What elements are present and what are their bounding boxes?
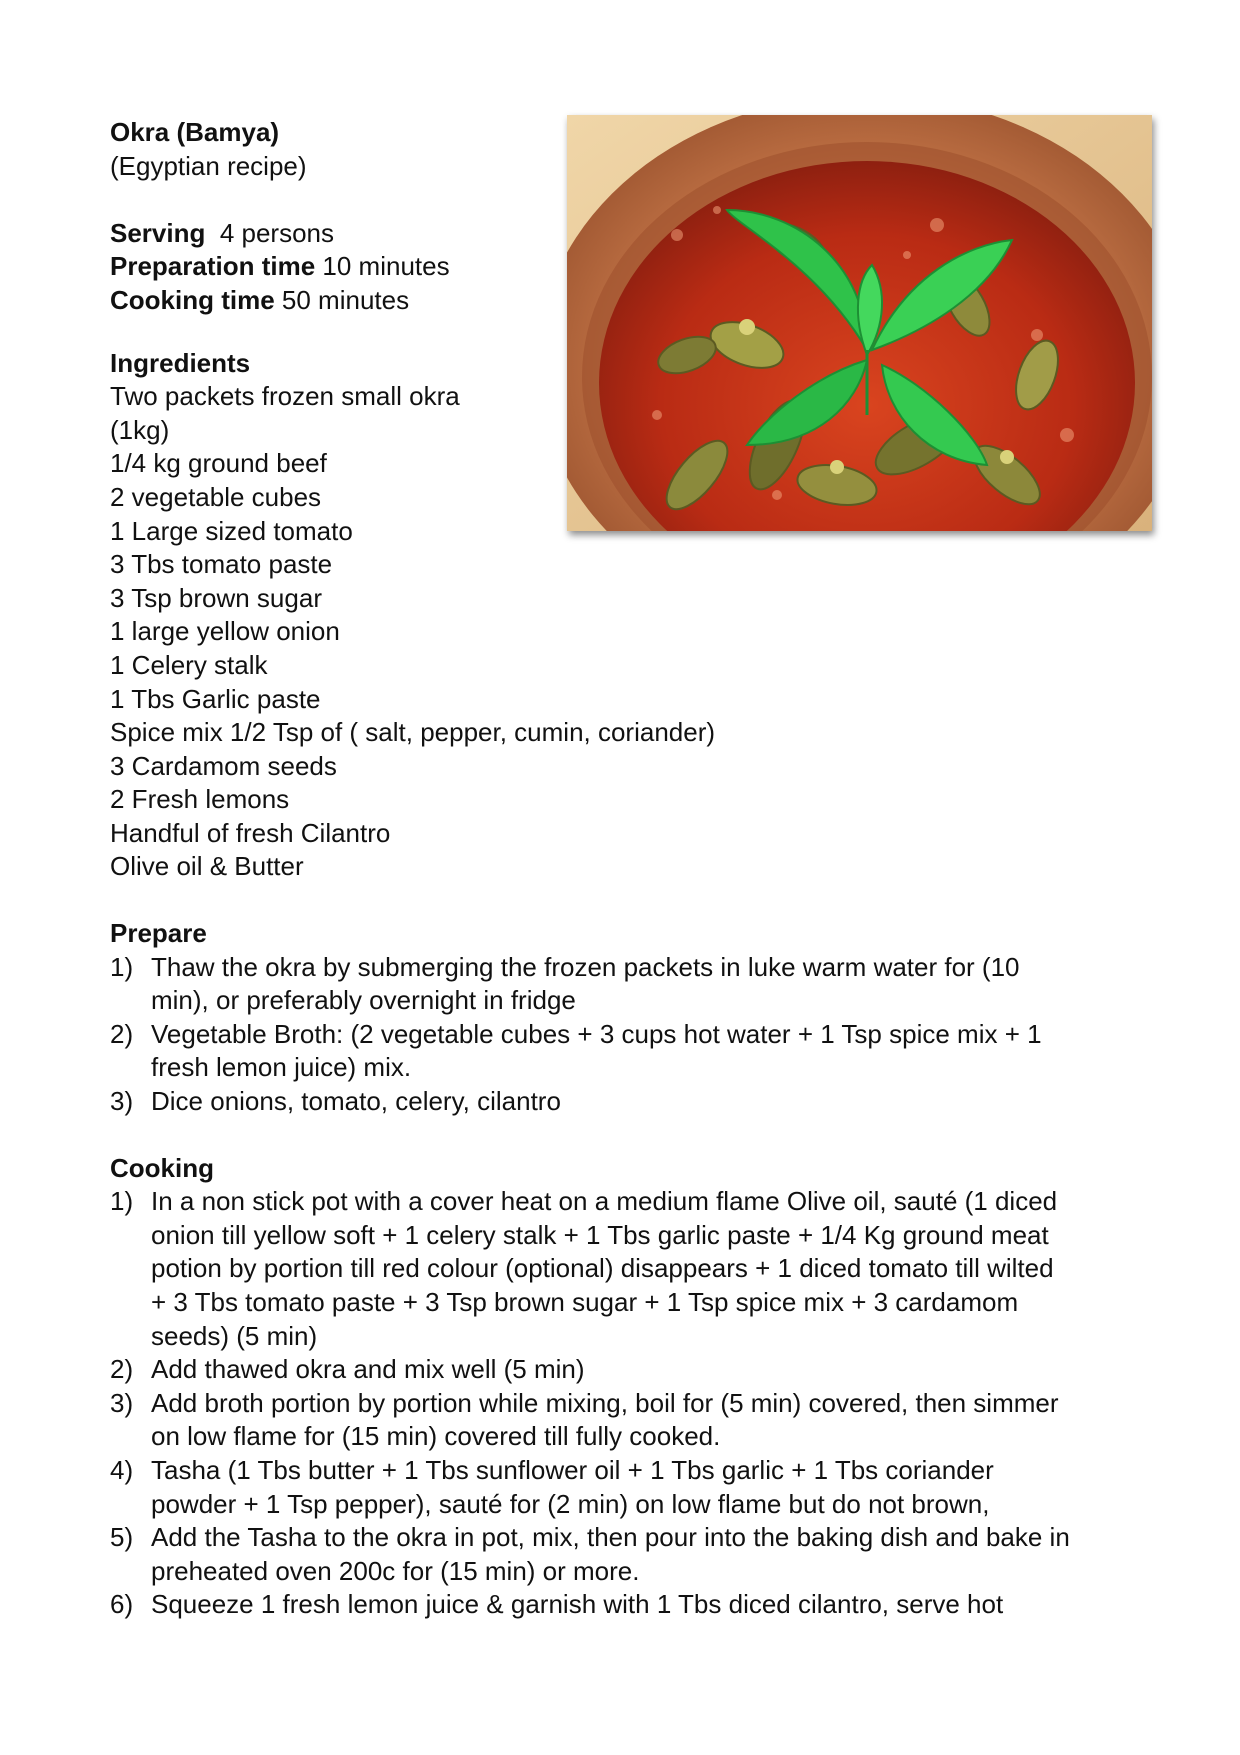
cooking-steps bbox=[110, 1185, 1140, 1622]
step-text: potion by portion till red colour (optional) disappears + 1 diced tomato till wilted bbox=[151, 1253, 1054, 1284]
ingredient-item: Spice mix 1/2 Tsp of ( salt, pepper, cumin, coriander) bbox=[110, 717, 716, 748]
step-text: Tasha (1 Tbs butter + 1 Tbs sunflower oil + 1 Tbs garlic + 1 Tbs coriander bbox=[151, 1454, 994, 1485]
step-number: 3) bbox=[110, 1086, 134, 1117]
step-number: 1) bbox=[110, 1186, 134, 1217]
cooking-step bbox=[110, 1588, 1140, 1622]
prepare-step bbox=[110, 951, 1140, 1018]
recipe-subtitle: (Egyptian recipe) bbox=[110, 150, 307, 181]
step-number: 3) bbox=[110, 1387, 134, 1418]
prepare-steps bbox=[110, 951, 1140, 1119]
step-text: Vegetable Broth: (2 vegetable cubes + 3 cups hot water + 1 Tsp spice mix + 1 bbox=[151, 1018, 1042, 1049]
step-number: 2) bbox=[110, 1018, 134, 1049]
cooking-step bbox=[110, 1454, 1140, 1521]
ingredient-item: (1kg) bbox=[110, 414, 170, 445]
prepare-step bbox=[110, 1085, 1140, 1119]
prep-time-label: Preparation time bbox=[110, 251, 316, 282]
ingredient-item: 3 Tbs tomato paste bbox=[110, 549, 333, 580]
cook-time-value: 50 minutes bbox=[281, 284, 410, 315]
step-text: Thaw the okra by submerging the frozen packets in luke warm water for (10 bbox=[151, 951, 1020, 982]
ingredient-item: 3 Cardamom seeds bbox=[110, 750, 337, 781]
ingredient-item: 2 vegetable cubes bbox=[110, 481, 322, 512]
step-text: powder + 1 Tsp pepper), sauté for (2 min) on low flame but do not brown, bbox=[151, 1488, 990, 1519]
ingredient-item: 3 Tsp brown sugar bbox=[110, 582, 322, 613]
cook-time-label: Cooking time bbox=[110, 284, 275, 315]
okra-stew-photo bbox=[567, 115, 1152, 531]
ingredient-item: 1 large yellow onion bbox=[110, 616, 340, 647]
step-text: preheated oven 200c for (15 min) or more. bbox=[151, 1555, 640, 1586]
step-text: + 3 Tbs tomato paste + 3 Tsp brown sugar + 1 Tsp spice mix + 3 cardamom bbox=[151, 1287, 1019, 1317]
step-text: Add thawed okra and mix well (5 min) bbox=[151, 1354, 585, 1385]
serving-value: 4 persons bbox=[219, 217, 335, 248]
step-text: onion till yellow soft + 1 celery stalk + 1 Tbs garlic paste + 1/4 Kg ground meat bbox=[151, 1219, 1049, 1250]
recipe-title: Okra (Bamya) bbox=[110, 117, 280, 147]
ingredient-item: 1 Tbs Garlic paste bbox=[110, 683, 321, 714]
prepare-step bbox=[110, 1018, 1140, 1085]
step-number: 2) bbox=[110, 1354, 134, 1385]
step-text: seeds) (5 min) bbox=[151, 1320, 318, 1351]
serving-label: Serving bbox=[110, 217, 206, 248]
step-text: Add the Tasha to the okra in pot, mix, then pour into the baking dish and bake in bbox=[151, 1522, 1070, 1553]
step-text: Add broth portion by portion while mixing, boil for (5 min) covered, then simmer bbox=[151, 1387, 1059, 1418]
ingredient-item: 1 Celery stalk bbox=[110, 649, 268, 680]
ingredient-item: Olive oil & Butter bbox=[110, 851, 304, 882]
cooking-step bbox=[110, 1185, 1140, 1353]
ingredient-item: Two packets frozen small okra bbox=[110, 381, 460, 412]
cooking-heading: Cooking bbox=[110, 1152, 214, 1183]
step-number: 1) bbox=[110, 951, 134, 982]
cooking-step bbox=[110, 1353, 1140, 1387]
step-number: 6) bbox=[110, 1589, 134, 1620]
prep-time-value: 10 minutes bbox=[322, 251, 450, 282]
step-number: 5) bbox=[110, 1522, 134, 1553]
step-text: fresh lemon juice) mix. bbox=[151, 1052, 412, 1083]
step-text: Squeeze 1 fresh lemon juice & garnish with 1 Tbs diced cilantro, serve hot bbox=[151, 1589, 1004, 1620]
ingredient-item: 2 Fresh lemons bbox=[110, 784, 290, 815]
cooking-step bbox=[110, 1387, 1140, 1454]
ingredient-item: Handful of fresh Cilantro bbox=[110, 817, 391, 848]
cooking-step bbox=[110, 1521, 1140, 1588]
ingredients-heading: Ingredients bbox=[110, 347, 251, 378]
ingredient-item: 1 Large sized tomato bbox=[110, 515, 353, 546]
ingredient-item: 1/4 kg ground beef bbox=[110, 448, 327, 479]
step-text: In a non stick pot with a cover heat on a medium flame Olive oil, sauté (1 diced bbox=[151, 1186, 1058, 1217]
prepare-heading: Prepare bbox=[110, 918, 207, 949]
step-text: min), or preferably overnight in fridge bbox=[151, 985, 576, 1016]
step-text: on low flame for (15 min) covered till fully cooked. bbox=[151, 1421, 721, 1452]
step-number: 4) bbox=[110, 1454, 134, 1485]
step-text: Dice onions, tomato, celery, cilantro bbox=[151, 1086, 561, 1117]
